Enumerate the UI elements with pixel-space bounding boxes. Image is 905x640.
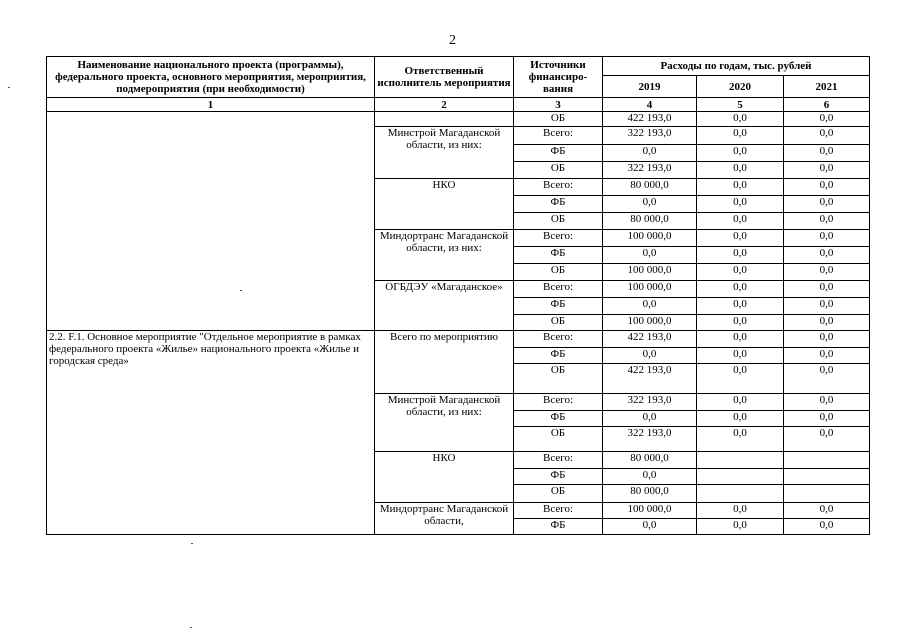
- value-2021: 0,0: [784, 162, 870, 179]
- value-2021: 0,0: [784, 264, 870, 281]
- executor-total: Всего по мероприятию: [375, 331, 514, 394]
- source-cell: ФБ: [514, 348, 603, 364]
- value-2021: 0,0: [784, 247, 870, 264]
- value-2020: 0,0: [697, 264, 784, 281]
- value-2021: 0,0: [784, 230, 870, 247]
- executor-minstroy: Минстрой Магаданской области, из них:: [375, 394, 514, 452]
- activity-name: 2.2. F.1. Основное мероприятие "Отдельное мероприятие в рамках федерального проекта «Жилье» национального проекта «Жилье и городская среда»: [47, 331, 375, 535]
- executor-nko: НКО: [375, 179, 514, 230]
- source-cell: ОБ: [514, 315, 603, 331]
- source-cell: ОБ: [514, 364, 603, 394]
- source-cell: ФБ: [514, 196, 603, 213]
- value-2019: 100 000,0: [603, 264, 697, 281]
- value-2019: 100 000,0: [603, 230, 697, 247]
- value-2019: 0,0: [603, 519, 697, 535]
- col-number: 4: [603, 98, 697, 112]
- source-cell: Всего:: [514, 503, 603, 519]
- value-2019: 422 193,0: [603, 112, 697, 127]
- source-cell: Всего:: [514, 331, 603, 348]
- source-cell: ОБ: [514, 213, 603, 230]
- value-2020: 0,0: [697, 247, 784, 264]
- value-2020: 0,0: [697, 145, 784, 162]
- value-2021: 0,0: [784, 179, 870, 196]
- value-2020: 0,0: [697, 213, 784, 230]
- scan-speck: [190, 627, 192, 628]
- value-2019: 0,0: [603, 348, 697, 364]
- value-2020: 0,0: [697, 179, 784, 196]
- source-cell: ФБ: [514, 247, 603, 264]
- value-2020: 0,0: [697, 364, 784, 394]
- value-2021-empty: [784, 485, 870, 503]
- col-number: 5: [697, 98, 784, 112]
- value-2019: 80 000,0: [603, 213, 697, 230]
- value-2020: 0,0: [697, 331, 784, 348]
- value-2021: 0,0: [784, 503, 870, 519]
- value-2021: 0,0: [784, 298, 870, 315]
- header-year-2021: 2021: [784, 76, 870, 98]
- source-cell: ФБ: [514, 469, 603, 485]
- source-cell: Всего:: [514, 281, 603, 298]
- source-cell: Всего:: [514, 452, 603, 469]
- scan-speck: [8, 87, 10, 88]
- source-cell: ФБ: [514, 411, 603, 427]
- column-numbers-row: [47, 98, 870, 112]
- value-2020-empty: [697, 452, 784, 469]
- value-2021: 0,0: [784, 519, 870, 535]
- col-number: 3: [514, 98, 603, 112]
- scan-speck: [240, 290, 242, 291]
- value-2019: 80 000,0: [603, 452, 697, 469]
- value-2020: 0,0: [697, 348, 784, 364]
- value-2019: 0,0: [603, 411, 697, 427]
- header-executor: Ответственный исполнитель мероприятия: [375, 57, 514, 98]
- value-2021: 0,0: [784, 394, 870, 411]
- value-2021: 0,0: [784, 127, 870, 145]
- table-row: [47, 112, 870, 127]
- source-cell: ОБ: [514, 485, 603, 503]
- value-2021: 0,0: [784, 315, 870, 331]
- value-2021: 0,0: [784, 213, 870, 230]
- value-2020: 0,0: [697, 281, 784, 298]
- source-cell: ОБ: [514, 112, 603, 127]
- name-cell-empty: [47, 112, 375, 331]
- value-2020: 0,0: [697, 394, 784, 411]
- header-year-2020: 2020: [697, 76, 784, 98]
- value-2021: 0,0: [784, 145, 870, 162]
- value-2020-empty: [697, 469, 784, 485]
- value-2019: 0,0: [603, 247, 697, 264]
- value-2021: 0,0: [784, 112, 870, 127]
- value-2020: 0,0: [697, 503, 784, 519]
- value-2019: 0,0: [603, 145, 697, 162]
- source-cell: Всего:: [514, 394, 603, 411]
- value-2020: 0,0: [697, 230, 784, 247]
- value-2020: 0,0: [697, 298, 784, 315]
- value-2019: 0,0: [603, 298, 697, 315]
- table-row: [47, 331, 870, 348]
- col-number: 1: [47, 98, 375, 112]
- executor-cell-empty: [375, 112, 514, 127]
- value-2020: 0,0: [697, 127, 784, 145]
- source-cell: ФБ: [514, 519, 603, 535]
- header-name: Наименование национального проекта (программы), федерального проекта, основного мероприятия, мероприятия, подмероприятия (при необходимости): [47, 57, 375, 98]
- header-year-2019: 2019: [603, 76, 697, 98]
- value-2021: 0,0: [784, 427, 870, 452]
- executor-nko: НКО: [375, 452, 514, 503]
- source-cell: Всего:: [514, 127, 603, 145]
- source-cell: ФБ: [514, 298, 603, 315]
- executor-ogbdeu: ОГБДЭУ «Магаданское»: [375, 281, 514, 331]
- budget-table: [46, 56, 870, 535]
- value-2021-empty: [784, 469, 870, 485]
- source-cell: ОБ: [514, 264, 603, 281]
- value-2019: 322 193,0: [603, 394, 697, 411]
- value-2020-empty: [697, 485, 784, 503]
- value-2021: 0,0: [784, 331, 870, 348]
- value-2019: 100 000,0: [603, 315, 697, 331]
- header-expenses: Расходы по годам, тыс. рублей: [603, 57, 870, 76]
- table-body: [47, 112, 870, 535]
- value-2020: 0,0: [697, 112, 784, 127]
- value-2019: 322 193,0: [603, 427, 697, 452]
- source-cell: Всего:: [514, 179, 603, 196]
- value-2021: 0,0: [784, 348, 870, 364]
- executor-mindortrans: Миндортранс Магаданской области,: [375, 503, 514, 535]
- value-2020: 0,0: [697, 196, 784, 213]
- value-2019: 422 193,0: [603, 331, 697, 348]
- col-number: 2: [375, 98, 514, 112]
- scan-speck: [191, 543, 193, 544]
- value-2021: 0,0: [784, 411, 870, 427]
- source-cell: ОБ: [514, 427, 603, 452]
- value-2021-empty: [784, 452, 870, 469]
- value-2019: 422 193,0: [603, 364, 697, 394]
- value-2021: 0,0: [784, 364, 870, 394]
- value-2019: 0,0: [603, 196, 697, 213]
- value-2020: 0,0: [697, 411, 784, 427]
- table-header: [47, 57, 870, 112]
- page-number: 2: [449, 33, 456, 48]
- value-2020: 0,0: [697, 162, 784, 179]
- value-2021: 0,0: [784, 196, 870, 213]
- source-cell: ФБ: [514, 145, 603, 162]
- source-cell: Всего:: [514, 230, 603, 247]
- executor-minstroy: Минстрой Магаданской области, из них:: [375, 127, 514, 179]
- executor-mindortrans: Миндортранс Магаданской области, из них:: [375, 230, 514, 281]
- value-2019: 322 193,0: [603, 127, 697, 145]
- value-2019: 100 000,0: [603, 281, 697, 298]
- col-number: 6: [784, 98, 870, 112]
- value-2020: 0,0: [697, 427, 784, 452]
- header-sources: Источники финансиро-вания: [514, 57, 603, 98]
- value-2020: 0,0: [697, 315, 784, 331]
- value-2019: 100 000,0: [603, 503, 697, 519]
- value-2020: 0,0: [697, 519, 784, 535]
- value-2019: 80 000,0: [603, 485, 697, 503]
- value-2019: 80 000,0: [603, 179, 697, 196]
- value-2019: 322 193,0: [603, 162, 697, 179]
- source-cell: ОБ: [514, 162, 603, 179]
- value-2019: 0,0: [603, 469, 697, 485]
- value-2021: 0,0: [784, 281, 870, 298]
